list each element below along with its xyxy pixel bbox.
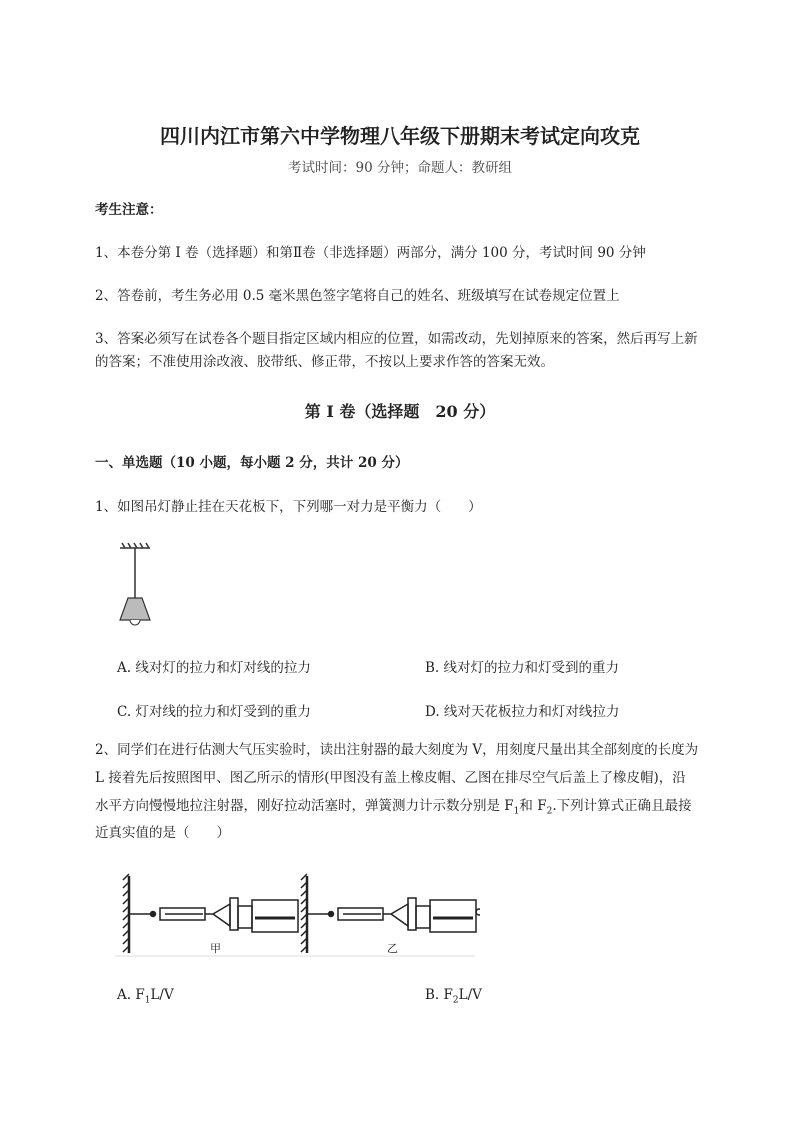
notice-item: 1、本卷分第 I 卷（选择题）和第Ⅱ卷（非选择题）两部分，满分 100 分，考试时间 90 分钟 [95,245,646,261]
notice-item: 的答案；不准使用涂改液、胶带纸、修正带，不按以上要求作答的答案无效。 [95,354,554,370]
section-heading: 第 I 卷（选择题 20 分） [304,402,496,421]
subscript: 1 [144,995,151,1006]
page-title: 四川内江市第六中学物理八年级下册期末考试定向攻克 [160,124,640,148]
hanging-lamp-figure [110,540,170,635]
q2-option-a [117,985,174,1011]
option-text: A. F [117,987,145,1003]
figure-label-yi: 乙 [387,942,398,955]
option-text: B. F [425,987,453,1003]
figure-label-jia: 甲 [210,942,221,955]
exam-subtitle: 考试时间：90 分钟；命题人：教研组 [288,160,512,176]
question-1-stem: 1、如图吊灯静止挂在天花板下，下列哪一对力是平衡力（ ） [95,499,482,515]
notice-item: 3、答案必须写在试卷各个题目指定区域内相应的位置，如需改动，先划掉原来的答案，然后再写上新 [95,331,698,347]
option-text: L/V [150,987,174,1003]
option-text: L/V [458,987,482,1003]
q2-text: .下列计算式正确且最接 [552,798,692,814]
q1-option-b: B. 线对灯的拉力和灯受到的重力 [425,660,620,676]
part-heading: 一、单选题（10 小题，每小题 2 分，共计 20 分） [95,455,409,471]
syringe-experiment-figure [115,868,480,960]
q2-text: 水平方向慢慢地拉注射器，刚好拉动活塞时，弹簧测力计示数分别是 F [95,798,514,814]
q1-option-a: A. 线对灯的拉力和灯对线的拉力 [117,660,311,676]
question-2-line [95,796,692,822]
question-2-line: 2、同学们在进行估测大气压实验时，读出注射器的最大刻度为 V，用刻度尺量出其全部刻度的长度为 [95,742,699,758]
question-2-line: L 接着先后按照图甲、图乙所示的情形(甲图没有盖上橡皮帽、乙图在排尽空气后盖上了橡皮帽)，沿 [95,770,686,786]
subscript: 1 [513,806,520,817]
q2-text: 和 F [519,798,547,814]
notice-item: 2、答卷前，考生务必用 0.5 毫米黑色签字笔将自己的姓名、班级填写在试卷规定位置上 [95,288,620,304]
q1-option-d: D. 线对天花板拉力和灯对线拉力 [425,704,620,720]
q2-option-b [425,985,482,1011]
q1-option-c: C. 灯对线的拉力和灯受到的重力 [117,704,311,720]
subscript: 2 [546,806,553,817]
question-2-line: 近真实值的是（ ） [95,825,230,841]
subscript: 2 [452,995,459,1006]
notice-heading: 考生注意： [95,202,163,218]
